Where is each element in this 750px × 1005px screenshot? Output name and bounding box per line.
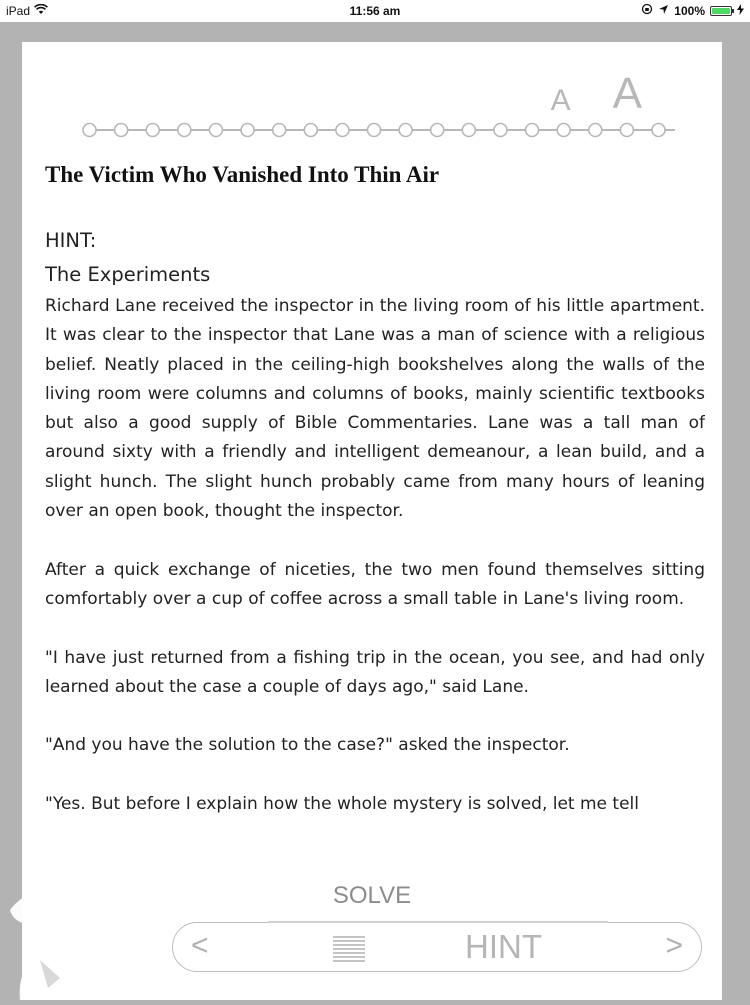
progress-dot[interactable]	[336, 124, 349, 137]
paragraph: Richard Lane received the inspector in the living room of his little apartment. It was clear to the inspector that Lane was a man of science with a religious belief. Neatly placed in the ceiling-high bookshelves along the walls of the living room were columns and columns of books, mainly scientific textbooks but also a good supply of Bible Commentaries. Lane was a tall man of around sixty with a friendly and intelligent demeanour, a lean build, and a slight hunch. The slight hunch probably came from many hours of leaning over an open book, thought the inspector.	[45, 296, 705, 522]
solve-button[interactable]: SOLVE	[332, 882, 412, 909]
location-arrow-icon	[658, 4, 669, 18]
progress-dot[interactable]	[146, 124, 159, 137]
paragraph: "Yes. But before I explain how the whole mystery is solved, let me tell	[45, 794, 639, 815]
battery-icon	[710, 6, 732, 16]
nav-divider	[268, 921, 608, 923]
progress-dot[interactable]	[304, 124, 317, 137]
status-bar	[0, 0, 750, 22]
progress-dot[interactable]	[368, 124, 381, 137]
progress-dot[interactable]	[115, 124, 128, 137]
progress-dot[interactable]	[526, 124, 539, 137]
progress-dot[interactable]	[589, 124, 602, 137]
status-time: 11:56 am	[349, 4, 401, 18]
story-page	[22, 42, 722, 1000]
paragraph: After a quick exchange of niceties, the two men found themselves sitting comfortably over a cup of coffee across a small table in Lane's living room.	[45, 559, 705, 609]
hint-title: The Experiments	[45, 263, 211, 286]
menu-list-icon[interactable]	[331, 935, 367, 968]
charging-icon	[737, 4, 744, 18]
progress-dot[interactable]	[178, 124, 191, 137]
story-text[interactable]	[45, 224, 705, 854]
progress-dot[interactable]	[431, 124, 444, 137]
detective-logo-icon	[0, 860, 125, 1000]
hint-button[interactable]: HINT	[465, 928, 542, 965]
paragraph: "And you have the solution to the case?" asked the inspector.	[45, 735, 570, 756]
battery-fill	[712, 8, 730, 14]
hint-label: HINT:	[45, 229, 97, 252]
progress-dots	[82, 122, 676, 138]
progress-dot[interactable]	[557, 124, 570, 137]
chapter-progress	[82, 122, 676, 138]
progress-dot[interactable]	[494, 124, 507, 137]
progress-dot[interactable]	[652, 124, 665, 137]
progress-dot[interactable]	[209, 124, 222, 137]
font-size-controls	[550, 69, 642, 118]
progress-dot[interactable]	[83, 124, 96, 137]
increase-font-button[interactable]: A	[612, 69, 642, 118]
status-right	[641, 3, 744, 18]
decrease-font-button[interactable]: A	[550, 84, 571, 117]
progress-dot[interactable]	[462, 124, 475, 137]
progress-dot[interactable]	[273, 124, 286, 137]
lock-rotation-icon	[641, 3, 653, 18]
story-title: The Victim Who Vanished Into Thin Air	[45, 162, 440, 187]
device-name: iPad	[6, 4, 31, 18]
progress-dot[interactable]	[241, 124, 254, 137]
paragraph: "I have just returned from a fishing trip in the ocean, you see, and had only learned about the case a couple of days ago," said Lane.	[45, 647, 705, 697]
navigation-bar	[172, 922, 702, 972]
previous-page-button[interactable]: <	[191, 929, 209, 962]
battery-percent: 100%	[674, 3, 705, 18]
progress-dot[interactable]	[399, 124, 412, 137]
progress-dot[interactable]	[620, 124, 633, 137]
next-page-button[interactable]: >	[665, 929, 683, 962]
